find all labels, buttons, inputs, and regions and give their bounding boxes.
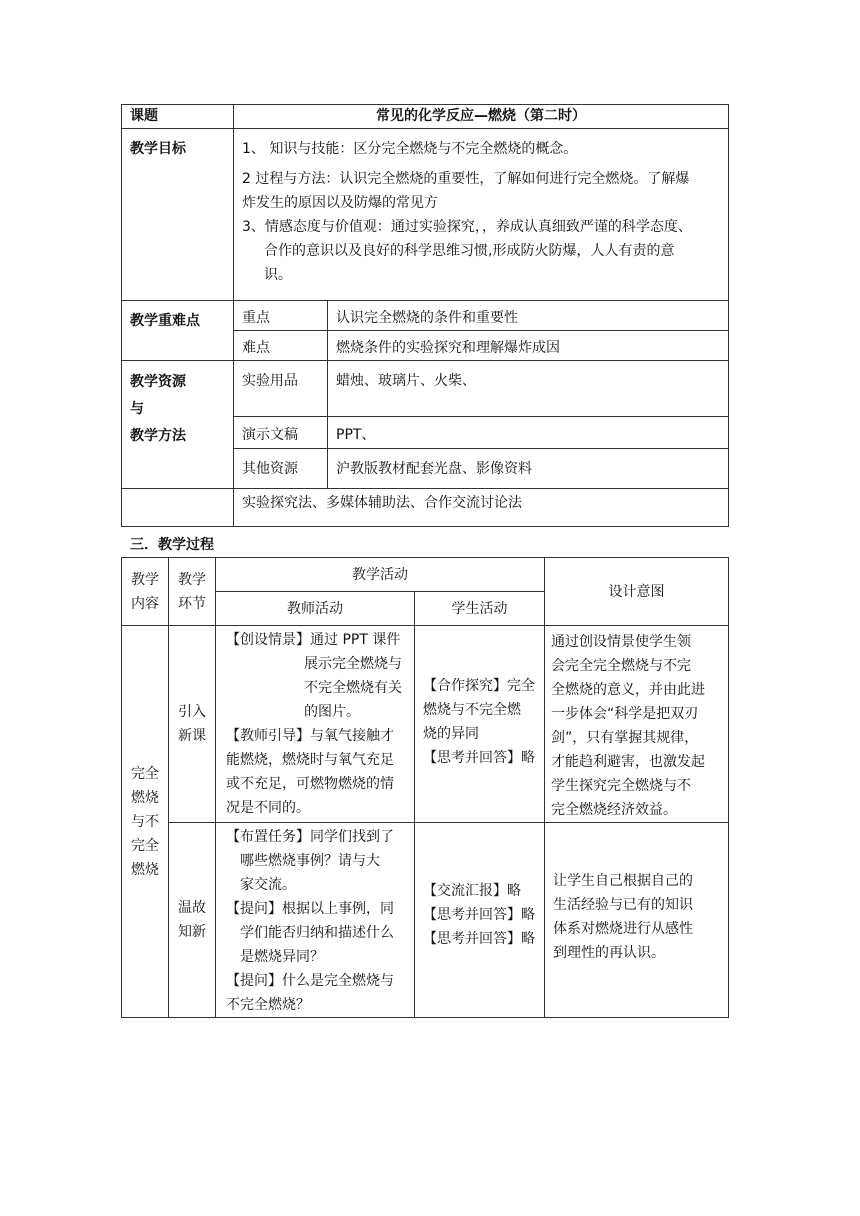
objective-line: 3、情感态度与价值观：通过实验探究，，养成认真细致严谨的科学态度、 bbox=[242, 219, 692, 235]
lesson-plan-table bbox=[121, 104, 729, 527]
content-line: 与不 bbox=[131, 813, 159, 830]
intent-line: 学生探究完全燃烧与不 bbox=[551, 778, 691, 794]
resource-value: PPT、 bbox=[328, 417, 729, 449]
content-cell bbox=[122, 626, 169, 1018]
teacher-line: 况是不同的。 bbox=[226, 800, 310, 816]
teacher-line: 【提问】根据以上事例，同 bbox=[226, 901, 394, 917]
objectives-list bbox=[234, 129, 729, 301]
teacher-line: 【教师引导】与氧气接触才 bbox=[226, 728, 394, 744]
resources-label-line: 教学资源 bbox=[130, 374, 186, 390]
intent-line: 让学生自己根据自己的 bbox=[553, 873, 693, 889]
teacher-line: 或不充足，可燃物燃烧的情 bbox=[226, 776, 394, 792]
header-line: 教学 bbox=[131, 571, 159, 588]
student-line: 【思考并回答】略 bbox=[423, 931, 535, 947]
resource-value: 沪教版教材配套光盘、影像资料 bbox=[328, 449, 729, 489]
teacher-activity-cell bbox=[216, 626, 415, 823]
resources-label bbox=[122, 361, 234, 489]
header-teacher: 教师活动 bbox=[216, 592, 415, 626]
intent-line: 到理性的再认识。 bbox=[553, 945, 665, 961]
teacher-line: 能燃烧，燃烧时与氧气充足 bbox=[226, 752, 394, 768]
student-activity-cell bbox=[415, 626, 545, 823]
student-line: 烧的异同 bbox=[423, 726, 479, 742]
keypoints-label: 教学重难点 bbox=[122, 301, 234, 361]
objective-line: 1、 知识与技能：区分完全燃烧与不完全燃烧的概念。 bbox=[242, 141, 578, 157]
teacher-line: 学们能否归纳和描述什么 bbox=[240, 925, 394, 941]
teaching-process-table bbox=[121, 557, 729, 1018]
objective-line: 炸发生的原因以及防爆的常见方 bbox=[242, 195, 438, 211]
header-content bbox=[122, 558, 169, 626]
content-line: 燃烧 bbox=[131, 861, 159, 878]
student-activity-cell bbox=[415, 823, 545, 1018]
teacher-line: 的图片。 bbox=[304, 704, 360, 720]
teacher-line: 不完全燃烧？ bbox=[226, 997, 310, 1013]
teacher-line: 不完全燃烧有关 bbox=[304, 680, 402, 696]
difficulty-label: 难点 bbox=[234, 331, 328, 361]
stage-cell bbox=[169, 626, 216, 823]
resources-label-line: 与 bbox=[130, 401, 144, 417]
header-stage bbox=[169, 558, 216, 626]
header-student: 学生活动 bbox=[415, 592, 545, 626]
stage-line: 引入 bbox=[178, 704, 206, 720]
methods-label-empty bbox=[122, 489, 234, 527]
intent-line: 生活经验与已有的知识 bbox=[553, 897, 693, 913]
teacher-line: 展示完全燃烧与 bbox=[304, 656, 402, 672]
teacher-line: 哪些燃烧事例？请与大 bbox=[240, 853, 380, 869]
resource-label: 其他资源 bbox=[234, 449, 328, 489]
topic-value: 常见的化学反应—燃烧（第二时） bbox=[234, 105, 729, 129]
stage-cell bbox=[169, 823, 216, 1018]
student-line: 【思考并回答】略 bbox=[423, 750, 535, 766]
intent-line: 会完全完全燃烧与不完 bbox=[551, 658, 691, 674]
intent-line: 全燃烧的意义，并由此进 bbox=[551, 682, 705, 698]
intent-line: 完全燃烧经济效益。 bbox=[551, 802, 677, 818]
teacher-line: 【提问】什么是完全燃烧与 bbox=[226, 973, 394, 989]
stage-line: 新课 bbox=[178, 728, 206, 744]
teacher-line: 家交流。 bbox=[240, 877, 296, 893]
header-line: 环节 bbox=[178, 595, 206, 612]
key-label: 重点 bbox=[234, 301, 328, 331]
header-line: 教学 bbox=[178, 571, 206, 588]
methods-value: 实验探究法、多媒体辅助法、合作交流讨论法 bbox=[234, 489, 729, 527]
student-line: 【交流汇报】略 bbox=[423, 883, 521, 899]
header-line: 内容 bbox=[131, 595, 159, 612]
intent-line: 才能趋利避害，也激发起 bbox=[551, 754, 705, 770]
stage-line: 知新 bbox=[178, 924, 206, 940]
key-value: 认识完全燃烧的条件和重要性 bbox=[328, 301, 729, 331]
student-line: 【思考并回答】略 bbox=[423, 907, 535, 923]
resource-value: 蜡烛、玻璃片、火柴、 bbox=[328, 361, 729, 417]
intent-line: 通过创设情景使学生领 bbox=[551, 634, 691, 650]
teacher-line: 【布置任务】同学们找到了 bbox=[226, 829, 394, 845]
content-line: 完全 bbox=[131, 837, 159, 854]
design-intent-cell bbox=[545, 823, 729, 1018]
section-title: 三．教学过程 bbox=[130, 537, 214, 553]
student-line: 燃烧与不完全燃 bbox=[423, 702, 521, 718]
header-activity: 教学活动 bbox=[216, 558, 545, 592]
header-intent: 设计意图 bbox=[545, 558, 729, 626]
intent-line: 一步体会“科学是把双刃 bbox=[551, 706, 699, 722]
topic-label: 课题 bbox=[122, 105, 234, 129]
objective-line: 2 过程与方法：认识完全燃烧的重要性，了解如何进行完全燃烧。了解爆 bbox=[242, 171, 690, 187]
intent-line: 体系对燃烧进行从感性 bbox=[553, 921, 693, 937]
teacher-activity-cell bbox=[216, 823, 415, 1018]
objectives-label: 教学目标 bbox=[122, 129, 234, 301]
content-line: 燃烧 bbox=[131, 789, 159, 806]
resource-label: 演示文稿 bbox=[234, 417, 328, 449]
difficulty-value: 燃烧条件的实验探究和理解爆炸成因 bbox=[328, 331, 729, 361]
resource-label: 实验用品 bbox=[234, 361, 328, 417]
resources-label-line: 教学方法 bbox=[130, 428, 186, 444]
teacher-line: 【创设情景】通过 PPT 课件 bbox=[226, 632, 401, 648]
student-line: 【合作探究】完全 bbox=[423, 678, 535, 694]
content-line: 完全 bbox=[131, 765, 159, 782]
stage-line: 温故 bbox=[178, 900, 206, 916]
intent-line: 剑”，只有掌握其规律， bbox=[551, 730, 699, 746]
design-intent-cell bbox=[545, 626, 729, 823]
teacher-line: 是燃烧异同？ bbox=[240, 949, 324, 965]
objective-line: 合作的意识以及良好的科学思维习惯,形成防火防爆，人人有责的意 bbox=[264, 243, 675, 259]
objective-line: 识。 bbox=[264, 267, 292, 283]
